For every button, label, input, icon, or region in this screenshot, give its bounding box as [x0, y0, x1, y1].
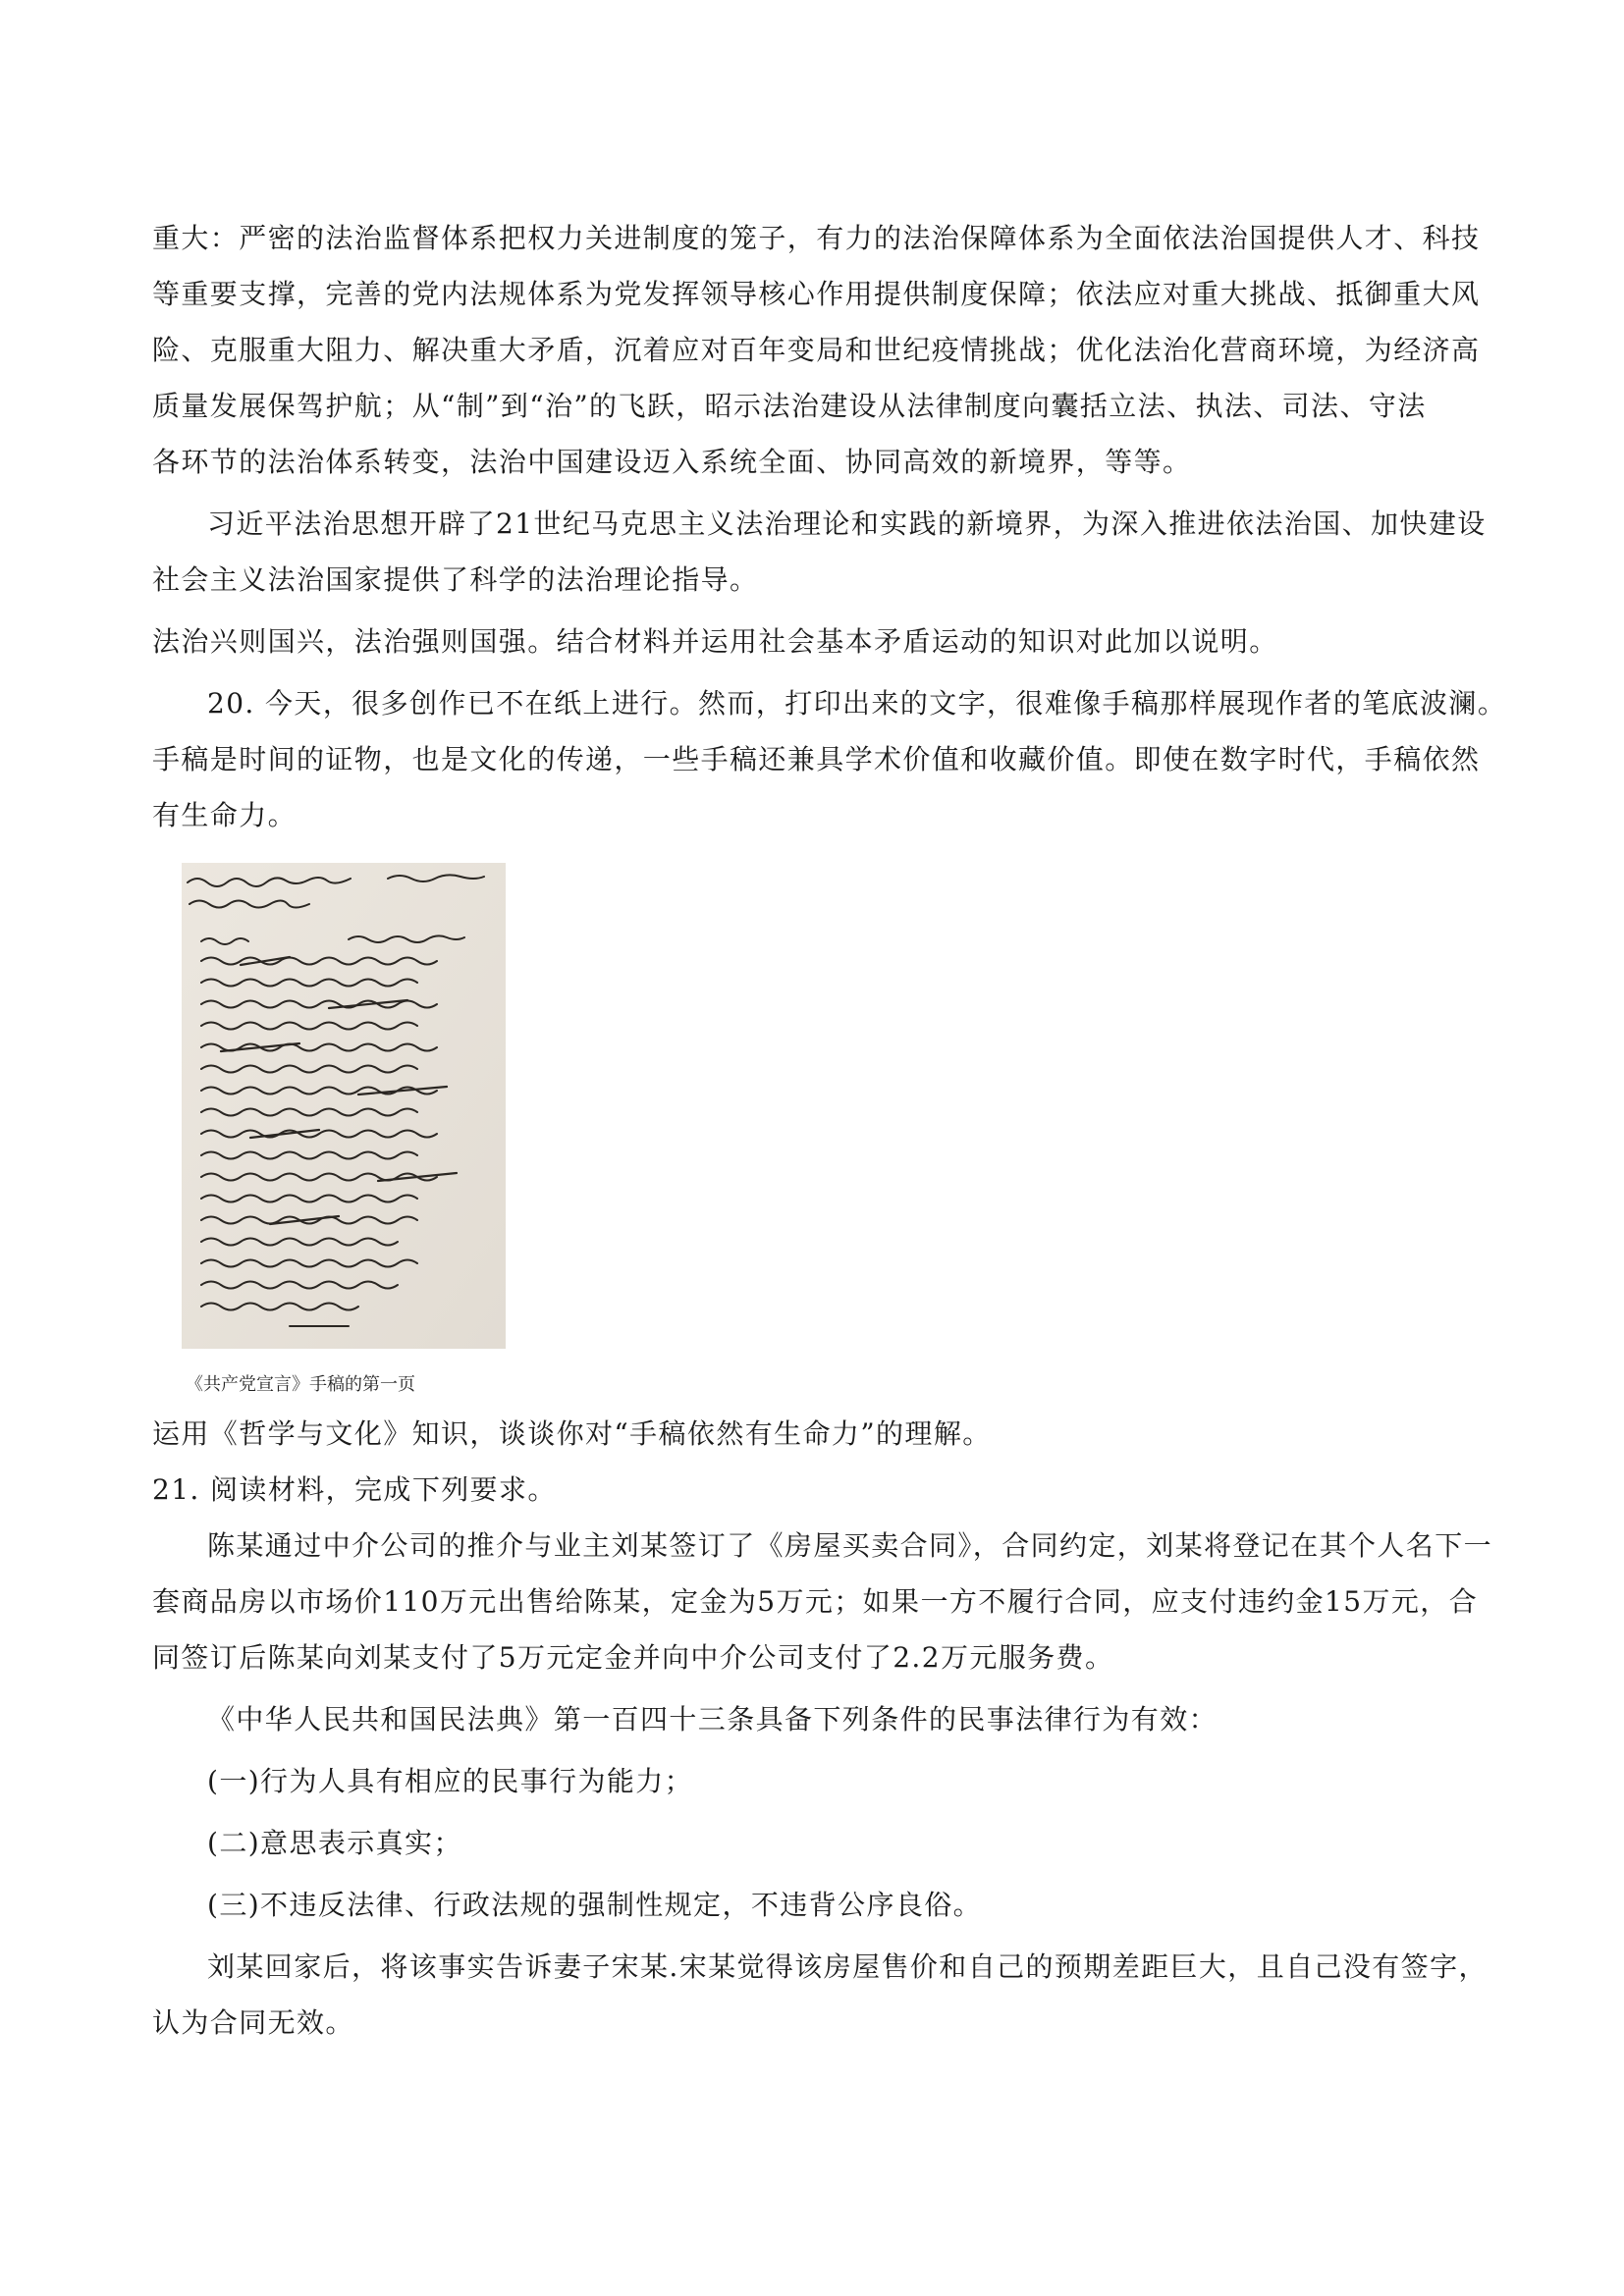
question-19-prompt: 法治兴则国兴，法治强则国强。结合材料并运用社会基本矛盾运动的知识对此加以说明。 — [152, 625, 1278, 658]
condition-item: (二)意思表示真实； — [207, 1827, 462, 1859]
page-content — [152, 214, 1507, 2047]
condition-item: (三)不违反法律、行政法规的强制性规定，不违背公序良俗。 — [207, 1889, 983, 1921]
civil-code-article: 《中华人民共和国民法典》第一百四十三条具备下列条件的民事法律行为有效： — [207, 1703, 1218, 1735]
text-line: 险、克服重大阻力、解决重大矛盾，沉着应对百年变局和世纪疫情挑战；优化法治化营商环境，为经济高 — [152, 334, 1481, 366]
question-21-material: 认为合同无效。 — [152, 2006, 354, 2039]
question-20-line: 手稿是时间的证物，也是文化的传递，一些手稿还兼具学术价值和收藏价值。即使在数字时代，手稿依然 — [152, 743, 1481, 775]
question-21-title: 21. 阅读材料，完成下列要求。 — [152, 1473, 557, 1506]
text-line: 各环节的法治体系转变，法治中国建设迈入系统全面、协同高效的新境界，等等。 — [152, 446, 1192, 478]
figure-caption: 《共产党宣言》手稿的第一页 — [186, 1374, 415, 1395]
text-line: 社会主义法治国家提供了科学的法治理论指导。 — [152, 563, 759, 596]
manuscript-figure — [182, 863, 506, 1396]
question-20-line: 有生命力。 — [152, 799, 298, 831]
question-21-material: 同签订后陈某向刘某支付了5万元定金并向中介公司支付了2.2万元服务费。 — [152, 1641, 1114, 1674]
condition-item: (一)行为人具有相应的民事行为能力； — [207, 1765, 694, 1797]
manuscript-image — [182, 863, 506, 1349]
question-20-line: 20. 今天，很多创作已不在纸上进行。然而，打印出来的文字，很难像手稿那样展现作者的笔底波澜。 — [207, 687, 1507, 720]
question-21-material: 陈某通过中介公司的推介与业主刘某签订了《房屋买卖合同》，合同约定，刘某将登记在其个人名下一 — [207, 1529, 1493, 1562]
text-line: 等重要支撑，完善的党内法规体系为党发挥领导核心作用提供制度保障；依法应对重大挑战、抵御重大风 — [152, 278, 1481, 310]
question-21-material: 刘某回家后，将该事实告诉妻子宋某.宋某觉得该房屋售价和自己的预期差距巨大，且自己没有签字， — [207, 1950, 1488, 1983]
text-line: 重大：严密的法治监督体系把权力关进制度的笼子，有力的法治保障体系为全面依法治国提供人才、科技 — [152, 222, 1481, 254]
text-line: 质量发展保驾护航；从“制”到“治”的飞跃，昭示法治建设从法律制度向囊括立法、执法、司法、守法 — [152, 390, 1427, 422]
question-21-material: 套商品房以市场价110万元出售给陈某，定金为5万元；如果一方不履行合同，应支付违约金15万元，合 — [152, 1585, 1479, 1618]
question-20-prompt: 运用《哲学与文化》知识，谈谈你对“手稿依然有生命力”的理解。 — [152, 1417, 992, 1450]
text-line: 习近平法治思想开辟了21世纪马克思主义法治理论和实践的新境界，为深入推进依法治国、加快建设 — [207, 507, 1487, 540]
